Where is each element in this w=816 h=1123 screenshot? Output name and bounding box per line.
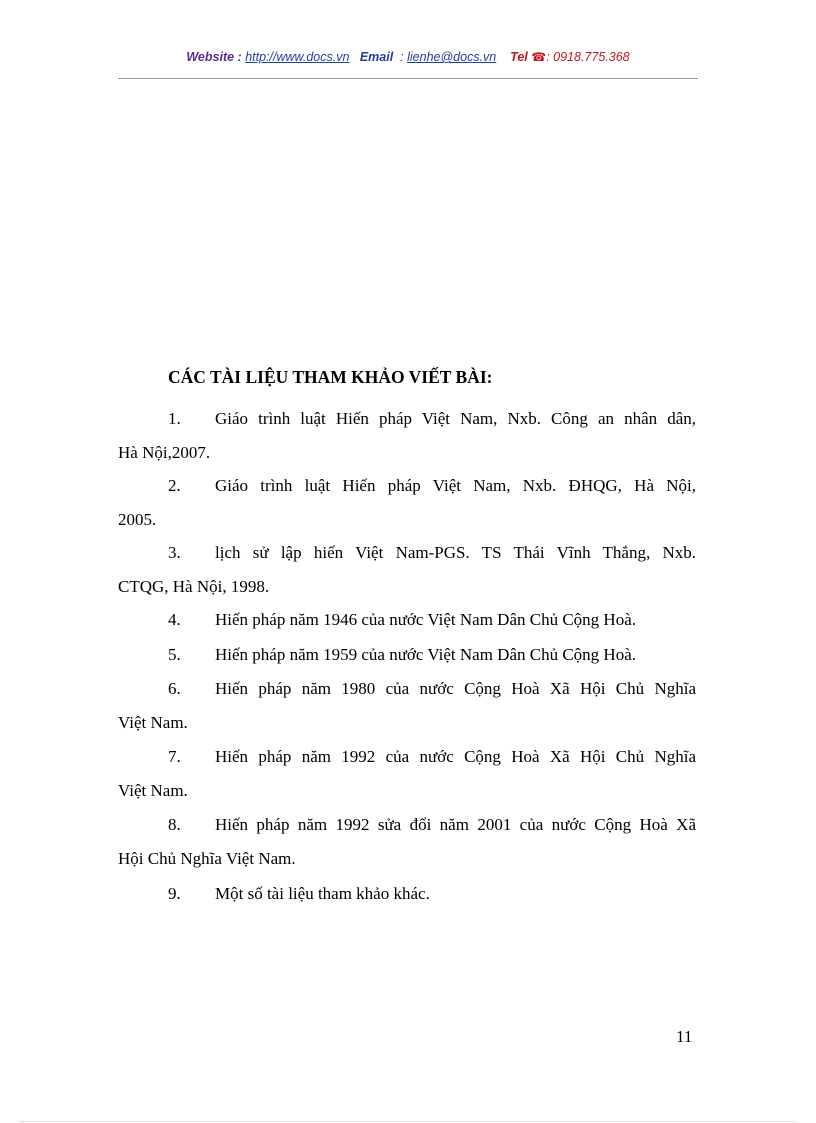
reference-number: 8.	[168, 815, 181, 834]
reference-text: Một số tài liệu tham khảo khác.	[215, 884, 430, 903]
page-header	[118, 50, 698, 70]
reference-text: lịch sử lập hiến Việt Nam-PGS. TS Thái Vĩnh Thắng, Nxb.	[215, 543, 696, 562]
footer-divider	[20, 1121, 796, 1122]
reference-number: 6.	[168, 679, 181, 698]
email-label: Email	[359, 50, 394, 64]
reference-text-continued: Hội Chủ Nghĩa Việt Nam.	[118, 849, 296, 868]
reference-item-6	[118, 672, 696, 740]
reference-number: 7.	[168, 747, 181, 766]
phone-number: : 0918.775.368	[546, 50, 630, 64]
reference-number: 1.	[168, 409, 181, 428]
reference-text-continued: Việt Nam.	[118, 781, 188, 800]
reference-number: 5.	[168, 645, 181, 664]
reference-text-continued: CTQG, Hà Nội, 1998.	[118, 577, 270, 596]
reference-number: 4.	[168, 610, 181, 629]
tel-label: Tel	[510, 50, 528, 64]
reference-number: 3.	[168, 543, 181, 562]
reference-text-continued: Hà Nội,2007.	[118, 443, 211, 462]
reference-item-4	[118, 603, 696, 637]
reference-number: 9.	[168, 884, 181, 903]
reference-text: Hiến pháp năm 1959 của nước Việt Nam Dân Chủ Cộng Hoà.	[215, 645, 637, 664]
reference-item-2	[118, 469, 696, 537]
reference-text-continued: Việt Nam.	[118, 713, 188, 732]
phone-icon: ☎	[531, 50, 547, 64]
reference-text: Hiến pháp năm 1946 của nước Việt Nam Dân Chủ Cộng Hoà.	[215, 610, 637, 629]
reference-text: Giáo trình luật Hiến pháp Việt Nam, Nxb. Công an nhân dân,	[215, 409, 696, 428]
email-separator: :	[400, 50, 404, 64]
reference-item-7	[118, 740, 696, 808]
page-number: 11	[676, 1027, 693, 1046]
reference-item-8	[118, 808, 696, 876]
reference-text: Hiến pháp năm 1992 của nước Cộng Hoà Xã Hội Chủ Nghĩa	[215, 747, 696, 766]
reference-text: Hiến pháp năm 1992 sửa đổi năm 2001 của nước Cộng Hoà Xã	[215, 815, 696, 834]
references-title: CÁC TÀI LIỆU THAM KHẢO VIẾT BÀI:	[168, 367, 493, 387]
email-link[interactable]: lienhe@docs.vn	[407, 50, 497, 64]
reference-item-3	[118, 536, 696, 604]
reference-item-9	[118, 877, 696, 911]
header-divider	[118, 78, 698, 79]
website-label: Website :	[186, 50, 242, 64]
reference-number: 2.	[168, 476, 181, 495]
reference-text: Hiến pháp năm 1980 của nước Cộng Hoà Xã Hội Chủ Nghĩa	[215, 679, 696, 698]
reference-item-5	[118, 638, 696, 672]
reference-text-continued: 2005.	[118, 510, 157, 529]
website-link[interactable]: http://www.docs.vn	[245, 50, 350, 64]
reference-text: Giáo trình luật Hiến pháp Việt Nam, Nxb. ĐHQG, Hà Nội,	[215, 476, 696, 495]
reference-item-1	[118, 402, 696, 470]
